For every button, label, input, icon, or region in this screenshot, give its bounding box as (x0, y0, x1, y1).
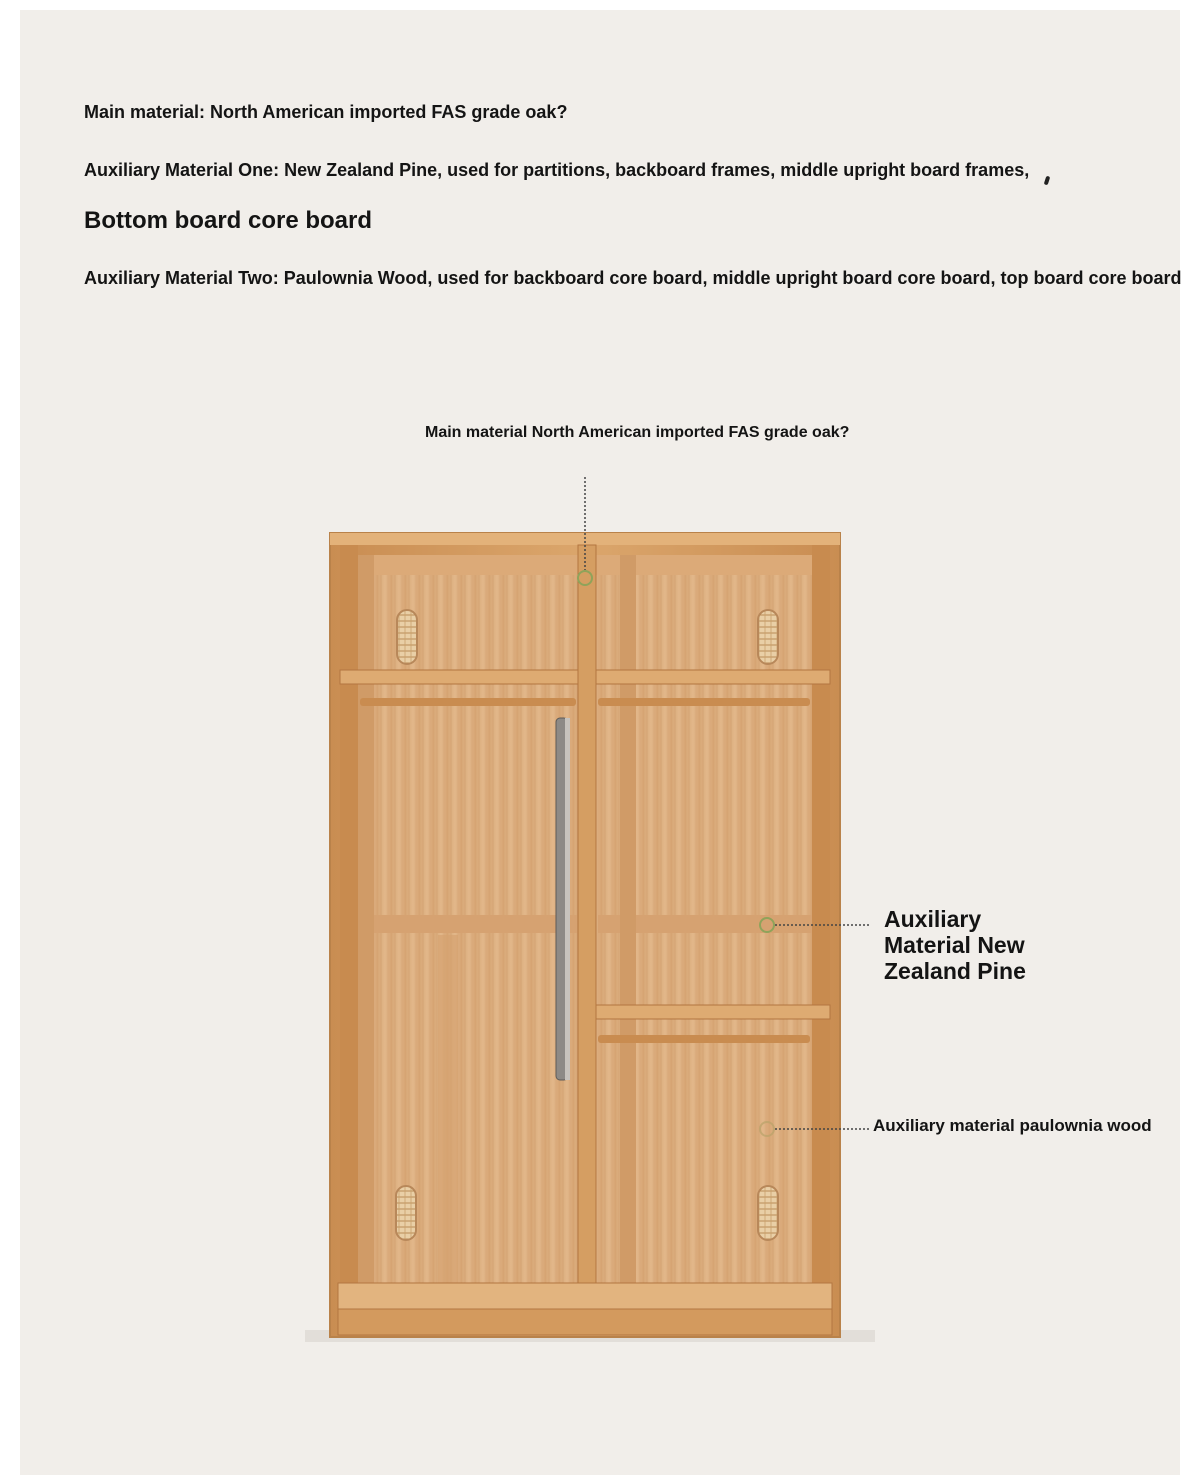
hanging-rail-left (360, 698, 576, 706)
back-frame-center-right (620, 555, 636, 1283)
plinth (338, 1309, 832, 1335)
back-frame-left (358, 555, 374, 1283)
hanging-rail-right (598, 698, 810, 706)
middle-shelf-right (596, 1005, 830, 1019)
rattan-vent-top-left (397, 610, 417, 664)
back-frame-mid-left (358, 915, 582, 933)
callout-pine-line-2: Material New (884, 932, 1025, 958)
aux-material-one-line: Auxiliary Material One: New Zealand Pine, used for partitions, backboard frames, middle upright board frames, (84, 160, 1030, 180)
rattan-vent-bottom-left (396, 1186, 416, 1240)
callout-main-material: Main material North American imported FAS grade oak? (425, 424, 850, 441)
door-handle-highlight (565, 718, 570, 1080)
rattan-vent-bottom-right (758, 1186, 778, 1240)
callout-pine-line-3: Zealand Pine (884, 958, 1026, 984)
back-frame-lower-left (438, 935, 458, 1283)
hanging-rail-lower-right (598, 1035, 810, 1043)
aux-material-two-line: Auxiliary Material Two: Paulownia Wood, used for backboard core board, middle upright board core board, top board core board (84, 268, 1182, 288)
bottom-board-heading: Bottom board core board (84, 207, 373, 234)
callout-paulownia: Auxiliary material paulownia wood (873, 1116, 1152, 1135)
rattan-vent-top-right (758, 610, 778, 664)
callout-new-zealand-pine (884, 906, 1084, 984)
center-divider (578, 545, 596, 1307)
left-side-inner (340, 545, 358, 1305)
upper-shelf-right (596, 670, 830, 684)
callout-pine-line-1: Auxiliary (884, 906, 982, 932)
upper-shelf-left (340, 670, 578, 684)
bottom-board (338, 1283, 832, 1309)
main-material-line: Main material: North American imported FAS grade oak? (84, 102, 568, 122)
